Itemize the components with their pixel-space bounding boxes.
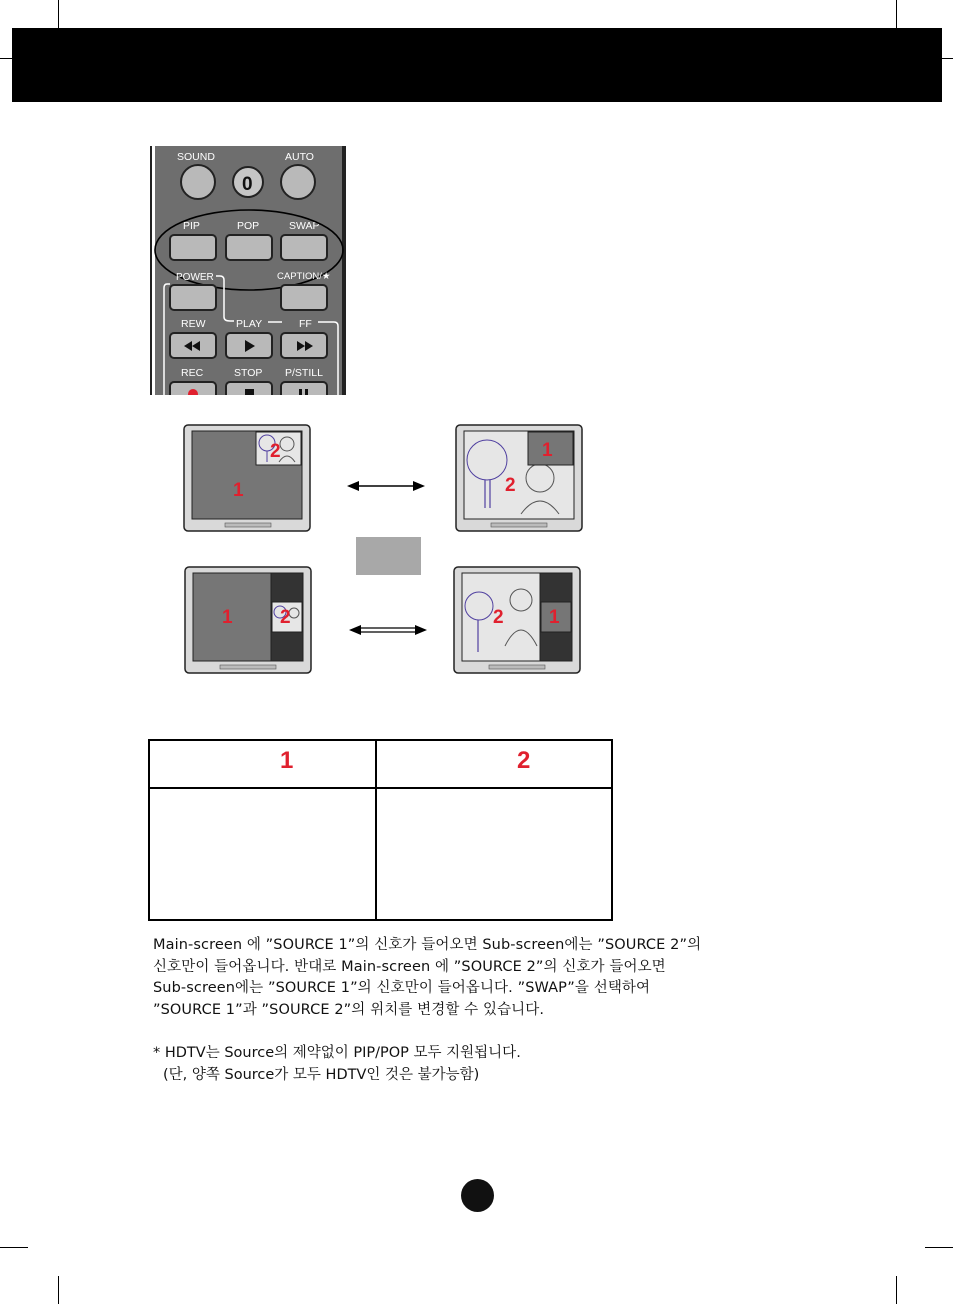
pstill-button[interactable] <box>281 382 327 395</box>
gray-box <box>356 537 421 575</box>
swap-arrow <box>347 479 425 493</box>
header-bar <box>12 28 942 102</box>
auto-label: AUTO <box>285 151 314 163</box>
swap-arrow <box>349 623 427 637</box>
table-header-source-2: 2 <box>517 747 531 774</box>
ff-label: FF <box>299 318 312 330</box>
power-button[interactable] <box>170 285 216 310</box>
table-header-source-1: 1 <box>280 747 294 774</box>
description-line: Main-screen 에 ”SOURCE 1”의 신호가 들어오면 Sub-screen에는 ”SOURCE 2”의 <box>153 937 702 953</box>
pop-left-number: 1 <box>222 607 233 628</box>
sound-label: SOUND <box>177 151 215 163</box>
stop-icon <box>245 389 254 395</box>
pstill-label: P/STILL <box>285 367 323 379</box>
pip-sub-number: 2 <box>270 441 281 462</box>
page-number-dot <box>461 1179 494 1212</box>
note-line: * HDTV는 Source의 제약없이 PIP/POP 모두 지원됩니다. <box>153 1045 521 1061</box>
monitor-pop-swapped <box>453 566 581 674</box>
pop-swapped-left-number: 2 <box>493 607 504 628</box>
pause-icon <box>299 389 302 395</box>
crop-mark <box>896 1276 897 1304</box>
crop-mark <box>896 0 897 28</box>
play-label: PLAY <box>236 318 263 330</box>
rew-label: REW <box>181 318 206 330</box>
rec-label: REC <box>181 367 204 379</box>
power-label: POWER <box>176 272 214 283</box>
caption-button[interactable] <box>281 285 327 310</box>
pip-swapped-sub-number: 1 <box>542 440 553 461</box>
swap-button[interactable] <box>281 235 327 260</box>
note-line: (단, 양쪽 Source가 모두 HDTV인 것은 불가능함) <box>163 1067 480 1083</box>
monitor-pip-swapped <box>455 424 583 532</box>
zero-label: 0 <box>242 174 253 195</box>
pip-label: PIP <box>183 220 200 232</box>
description-line: Sub-screen에는 ”SOURCE 1”의 신호만이 들어옵니다. ”SWAP”을 선택하여 <box>153 980 651 996</box>
pop-button[interactable] <box>226 235 272 260</box>
pop-swapped-right-number: 1 <box>549 607 560 628</box>
crop-mark <box>942 58 953 59</box>
description-line: 신호만이 들어옵니다. 반대로 Main-screen 에 ”SOURCE 2”의 신호가 들어오면 <box>153 958 666 975</box>
description-text <box>153 935 813 1021</box>
crop-mark <box>58 1276 59 1304</box>
caption-label: CAPTION/★ <box>277 271 331 282</box>
pop-label: POP <box>237 220 260 232</box>
pip-button[interactable] <box>170 235 216 260</box>
crop-mark <box>58 0 59 28</box>
stop-label: STOP <box>234 367 263 379</box>
pop-right-number: 2 <box>280 607 291 628</box>
crop-mark <box>0 1247 28 1248</box>
monitor-pip <box>183 424 311 532</box>
swap-label: SWAP <box>289 220 320 232</box>
crop-mark <box>0 58 12 59</box>
monitor-pop <box>184 566 312 674</box>
description-line: ”SOURCE 1”과 ”SOURCE 2”의 위치를 변경할 수 있습니다. <box>153 1001 545 1018</box>
source-table <box>148 739 613 921</box>
hdtv-note <box>153 1042 813 1086</box>
sound-button[interactable] <box>181 165 215 199</box>
pip-main-number: 1 <box>233 480 244 501</box>
remote-control <box>150 146 346 395</box>
crop-mark <box>925 1247 953 1248</box>
auto-button[interactable] <box>281 165 315 199</box>
pip-swapped-main-number: 2 <box>505 475 516 496</box>
